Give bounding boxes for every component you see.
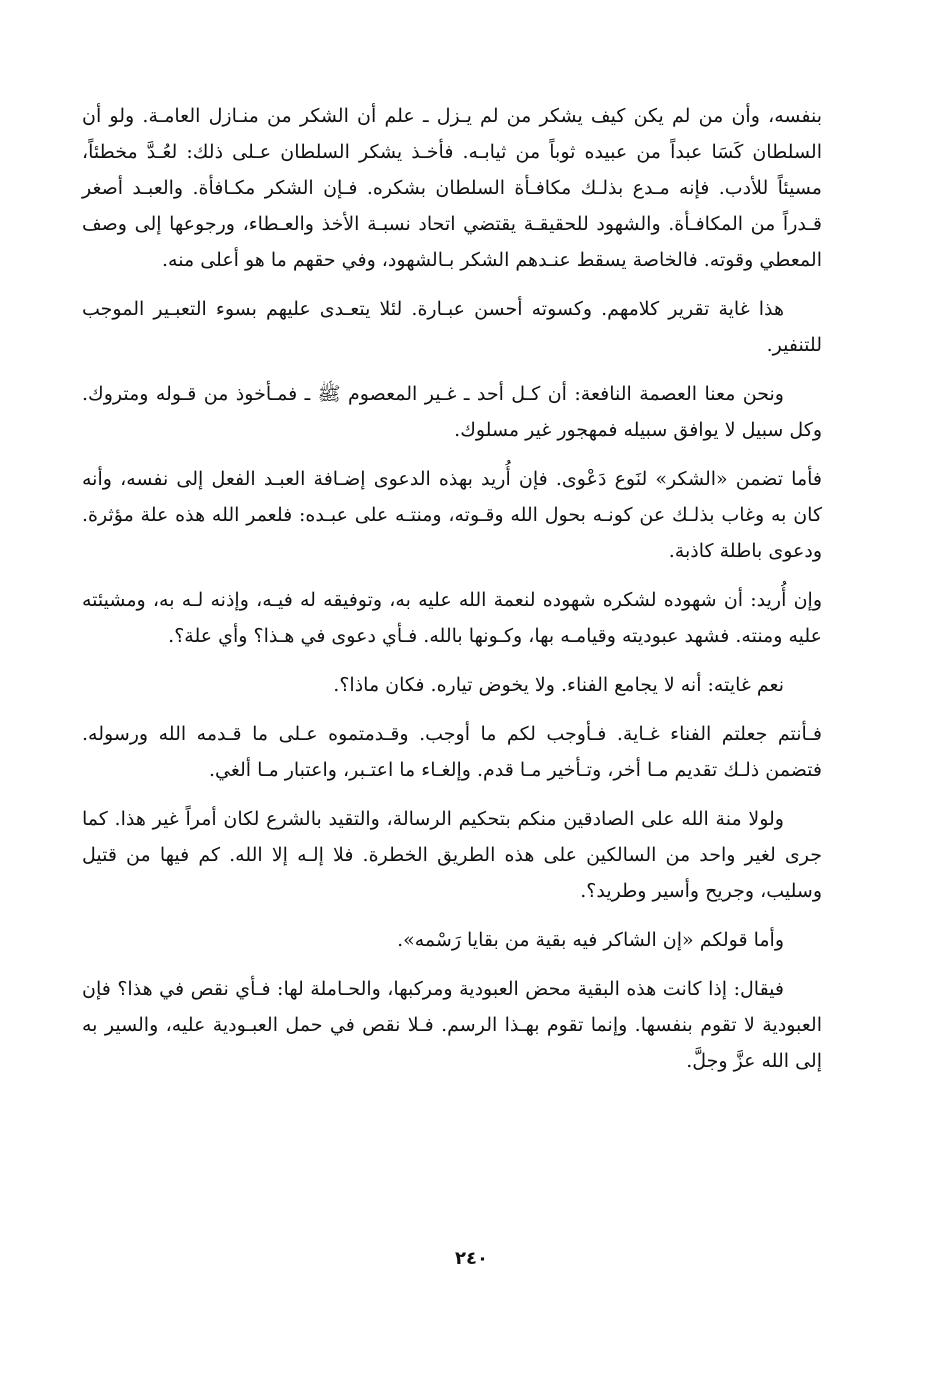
page-body [82, 98, 822, 1092]
paragraph-9: وأما قولكم «إن الشاكر فيه بقية من بقايا رَسْمه». [397, 929, 784, 951]
page-number: ٢٤٠ [455, 1248, 488, 1269]
paragraph-7: فـأنتم جعلتم الفناء غـاية. فـأوجب لكم ما أوجب. وقـدمتموه عـلى ما قـدمه الله ورسوله. فتضمن ذلـك تقديم مـا أخر، وتـأخير مـا قدم. وإلغـاء ما اعتـبر، واعتبار مـا ألغي. [82, 723, 822, 781]
paragraph-1: بنفسه، وأن من لم يكن كيف يشكر من لم يـزل ـ علم أن الشكر من منـازل العامـة. ولو أن السلطان كَسَا عبداً من عبيده ثوباً من ثيابـه. فأخـذ يشكر السلطان عـلى ذلك: لعُـدَّ مخطئاً، مسيئاً للأدب. فإنه مـدع بذلـك مكافـأة السلطان بشكره. فـإن الشكر مكـافأة. والعبـد أصغر قـدراً من المكافـأة. والشهود للحقيقـة يقتضي اتحاد نسبـة الأخذ والعـطاء، ورجوعها إلى وصف المعطي وقوته. فالخاصة يسقط عنـدهم الشكر بـالشهود، وفي حقهم ما هو أعلى منه. [82, 105, 822, 271]
paragraph-6: نعم غايته: أنه لا يجامع الفناء. ولا يخوض تياره. فكان ماذا؟. [333, 674, 784, 696]
paragraph-3: ونحن معنا العصمة النافعة: أن كـل أحد ـ غـير المعصوم ﷺ ـ فمـأخوذ من قـوله ومتروك. وكل سبيل لا يوافق سبيله فمهجور غير مسلوك. [82, 383, 822, 441]
paragraph-4: فأما تضمن «الشكر» لنَوع دَعْوى. فإن أُريد بهذه الدعوى إضـافة العبـد الفعل إلى نفسه، وأنه كان به وغاب بذلـك عن كونـه بحول الله وقـوته، ومنتـه على عبـده: فلعمر الله هذه علة مؤثرة. ودعوى باطلة كاذبة. [82, 468, 822, 562]
paragraph-8: ولولا منة الله على الصادقين منكم بتحكيم الرسالة، والتقيد بالشرع لكان أمراً غير هذا. كما جرى لغير واحد من السالكين على هذه الطريق الخطرة. فلا إلـه إلا الله. كم فيها من قتيل وسليب، وجريح وأسير وطريد؟. [82, 808, 822, 902]
paragraph-2: هذا غاية تقرير كلامهم. وكسوته أحسن عبـارة. لئلا يتعـدى عليهم بسوء التعبـير الموجب للتنفير. [82, 298, 822, 356]
paragraph-5: وإن أُريد: أن شهوده لشكره شهوده لنعمة الله عليه به، وتوفيقه له فيـه، وإذنه لـه به، ومشيئته عليه ومنته. فشهد عبوديته وقيامـه بها، وكـونها بالله. فـأي دعوى في هـذا؟ وأي علة؟. [82, 589, 822, 647]
paragraph-10: فيقال: إذا كانت هذه البقية محض العبودية ومركبها، والحـاملة لها: فـأي نقص في هذا؟ فإن العبودية لا تقوم بنفسها. وإنما تقوم بهـذا الرسم. فـلا نقص في حمل العبـودية عليه، والسير به إلى الله عزَّ وجلَّ. [82, 978, 822, 1072]
